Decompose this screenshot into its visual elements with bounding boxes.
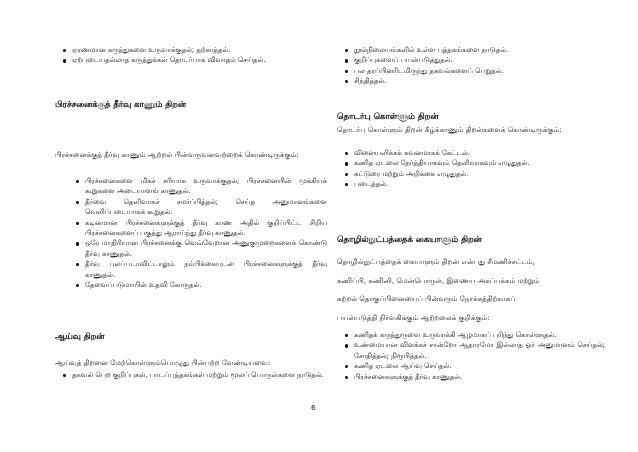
intro-bullet-list-left: [55, 45, 327, 66]
problem-solving-list: [55, 176, 327, 290]
list-item: ஏரணமான கருத்துகளை உருவாக்குதல்; தற்காத்தல்.: [72, 45, 327, 55]
list-item: தீர்வை தெளிவாகச் சமர்ப்பித்தல்; செய்த அனுமானங்களை வெளிப்படையாகக் கூறுதல்.: [85, 197, 327, 217]
list-item: நூல்நிலையங்களில் உள்ள புத்தகங்களை நாடுதல்.: [354, 45, 605, 55]
technology-paragraph: [337, 253, 605, 327]
list-item: கட்டுரை மற்றும் அறிக்கை எழுதுதல்.: [354, 169, 605, 179]
technology-line: தொழில்நுட்பத்தைக் கையாளும் திறன் என்பது சீமணிச்சட்டம்,: [337, 257, 535, 266]
list-item: தகவல் பெற குறிப்புகள், பாடப்புத்தகங்கள் மற்றும் மூலப் பொருள்களை நாடுதல்.: [72, 370, 327, 380]
list-item: கடினமான பிரச்சனைகளுக்குத் தீர்வு காண அதில் குறிப்பிட்ட சிறிய பிரச்சனைகளைப் பகுத்து ஆராய்ந்து தீர்வு காணுதல்.: [85, 218, 327, 238]
list-item: படைத்தல்.: [354, 179, 605, 189]
research-list: [55, 370, 327, 380]
research-intro: ஆய்வுத் திறனை மேற்கொள்ளும்பொழுது பின்பற்ற வேண்டியவை:: [55, 358, 271, 367]
list-item: ஒரே மாதிரியான பிரச்சனைக்கு வெவ்வேறான அணுகுமுறைகளைக் கொண்டு தீர்வு காணுதல்.: [85, 239, 327, 258]
intro-bullet-list-right: [337, 45, 605, 87]
list-item: பிரச்சனைகளை மிகச் சரியாக உருவாக்குதல்; பிரச்சனையின் முக்கியக் கூறுகளை அடையாளங் காணுதல்.: [85, 177, 327, 196]
section-heading-problem-solving: பிரச்சனைக்குத் தீர்வு காணும் திறன்: [55, 99, 186, 109]
section-heading-research: ஆய்வு திறன்: [55, 331, 105, 341]
problem-solving-intro: பிரச்சனைக்குத் தீர்வு காணும் ஆற்றல் பின்வருவனவற்றைக் கொண்டிருக்கும்:: [55, 150, 299, 159]
communication-intro: தொடர்பு கொள்ளும் திறன் கீழ்க்காணும் திறன்களைக் கொண்டிருக்கும்:: [337, 125, 562, 134]
list-item: தேவைப்படுமாயின் உதவி கோருதல்.: [85, 280, 327, 290]
list-item: கணிதக் கருத்துருவை உருவாக்கி ஆழமாகப் புரிந்து கொள்ளுதல்.: [354, 330, 605, 340]
page-number: 6: [311, 403, 316, 412]
list-item: வினையளிக்கக் கவனமாகக் கேட்டல்.: [354, 148, 605, 158]
section-heading-technology: தொழில்நுட்பத்தைக் கையாளும் திறன்: [337, 234, 482, 244]
list-item: கணித ஏடலை ஆய்வு செய்தல்.: [354, 361, 605, 371]
communication-list: [337, 148, 605, 190]
technology-line: பயன்படுத்தி நிர்வகிக்கும் ஆற்றலைக் குறிக்கும்:: [337, 312, 490, 322]
list-item: ஏற்புடையதல்லாத கருத்துக்கள் தொடர்பாக விவாதம் செய்தல்.: [72, 55, 327, 65]
list-item: பல தரப்பினரிடமிருந்து தகவல்களைப் பெறுதல்.: [354, 66, 605, 76]
list-item: தீர்வு புலப்படாவிட்டாலும் நம்பிக்கையுடன் பிரச்சனைகளுக்குத் தீர்வு காணுதல்.: [85, 260, 327, 279]
list-item: உண்மையான விளக்கச் சான்றோ ஆதாரமோ இல்லாத ஓர் அனுமானம் செய்தல்; சோதித்தல்; நிரூபித்தல்.: [354, 341, 605, 360]
list-item: கணித ஏடலை நேர்த்தியாகவும் தெளிவாகவும் எழுதுதல்.: [354, 158, 605, 168]
technology-line: கணிப்பி, கணினி, மென்பொருள், இணைய அகப்பக்கம் மற்றும்: [337, 275, 540, 285]
technology-line: கற்றல் தொகுப்பினையைப் பின்வரும் நோக்கத்திற்காகப்: [337, 294, 516, 303]
section-heading-communication: தொடர்பு கொள்ளும் திறன்: [337, 111, 439, 121]
list-item: குறிப்புகளைப் பயன்படுத்துதல்.: [354, 55, 605, 65]
list-item: சிந்தித்தல்.: [354, 76, 605, 86]
list-item: பிரச்சனைகளுக்குத் தீர்வு காணுதல்.: [354, 372, 605, 382]
technology-list: [337, 330, 605, 382]
